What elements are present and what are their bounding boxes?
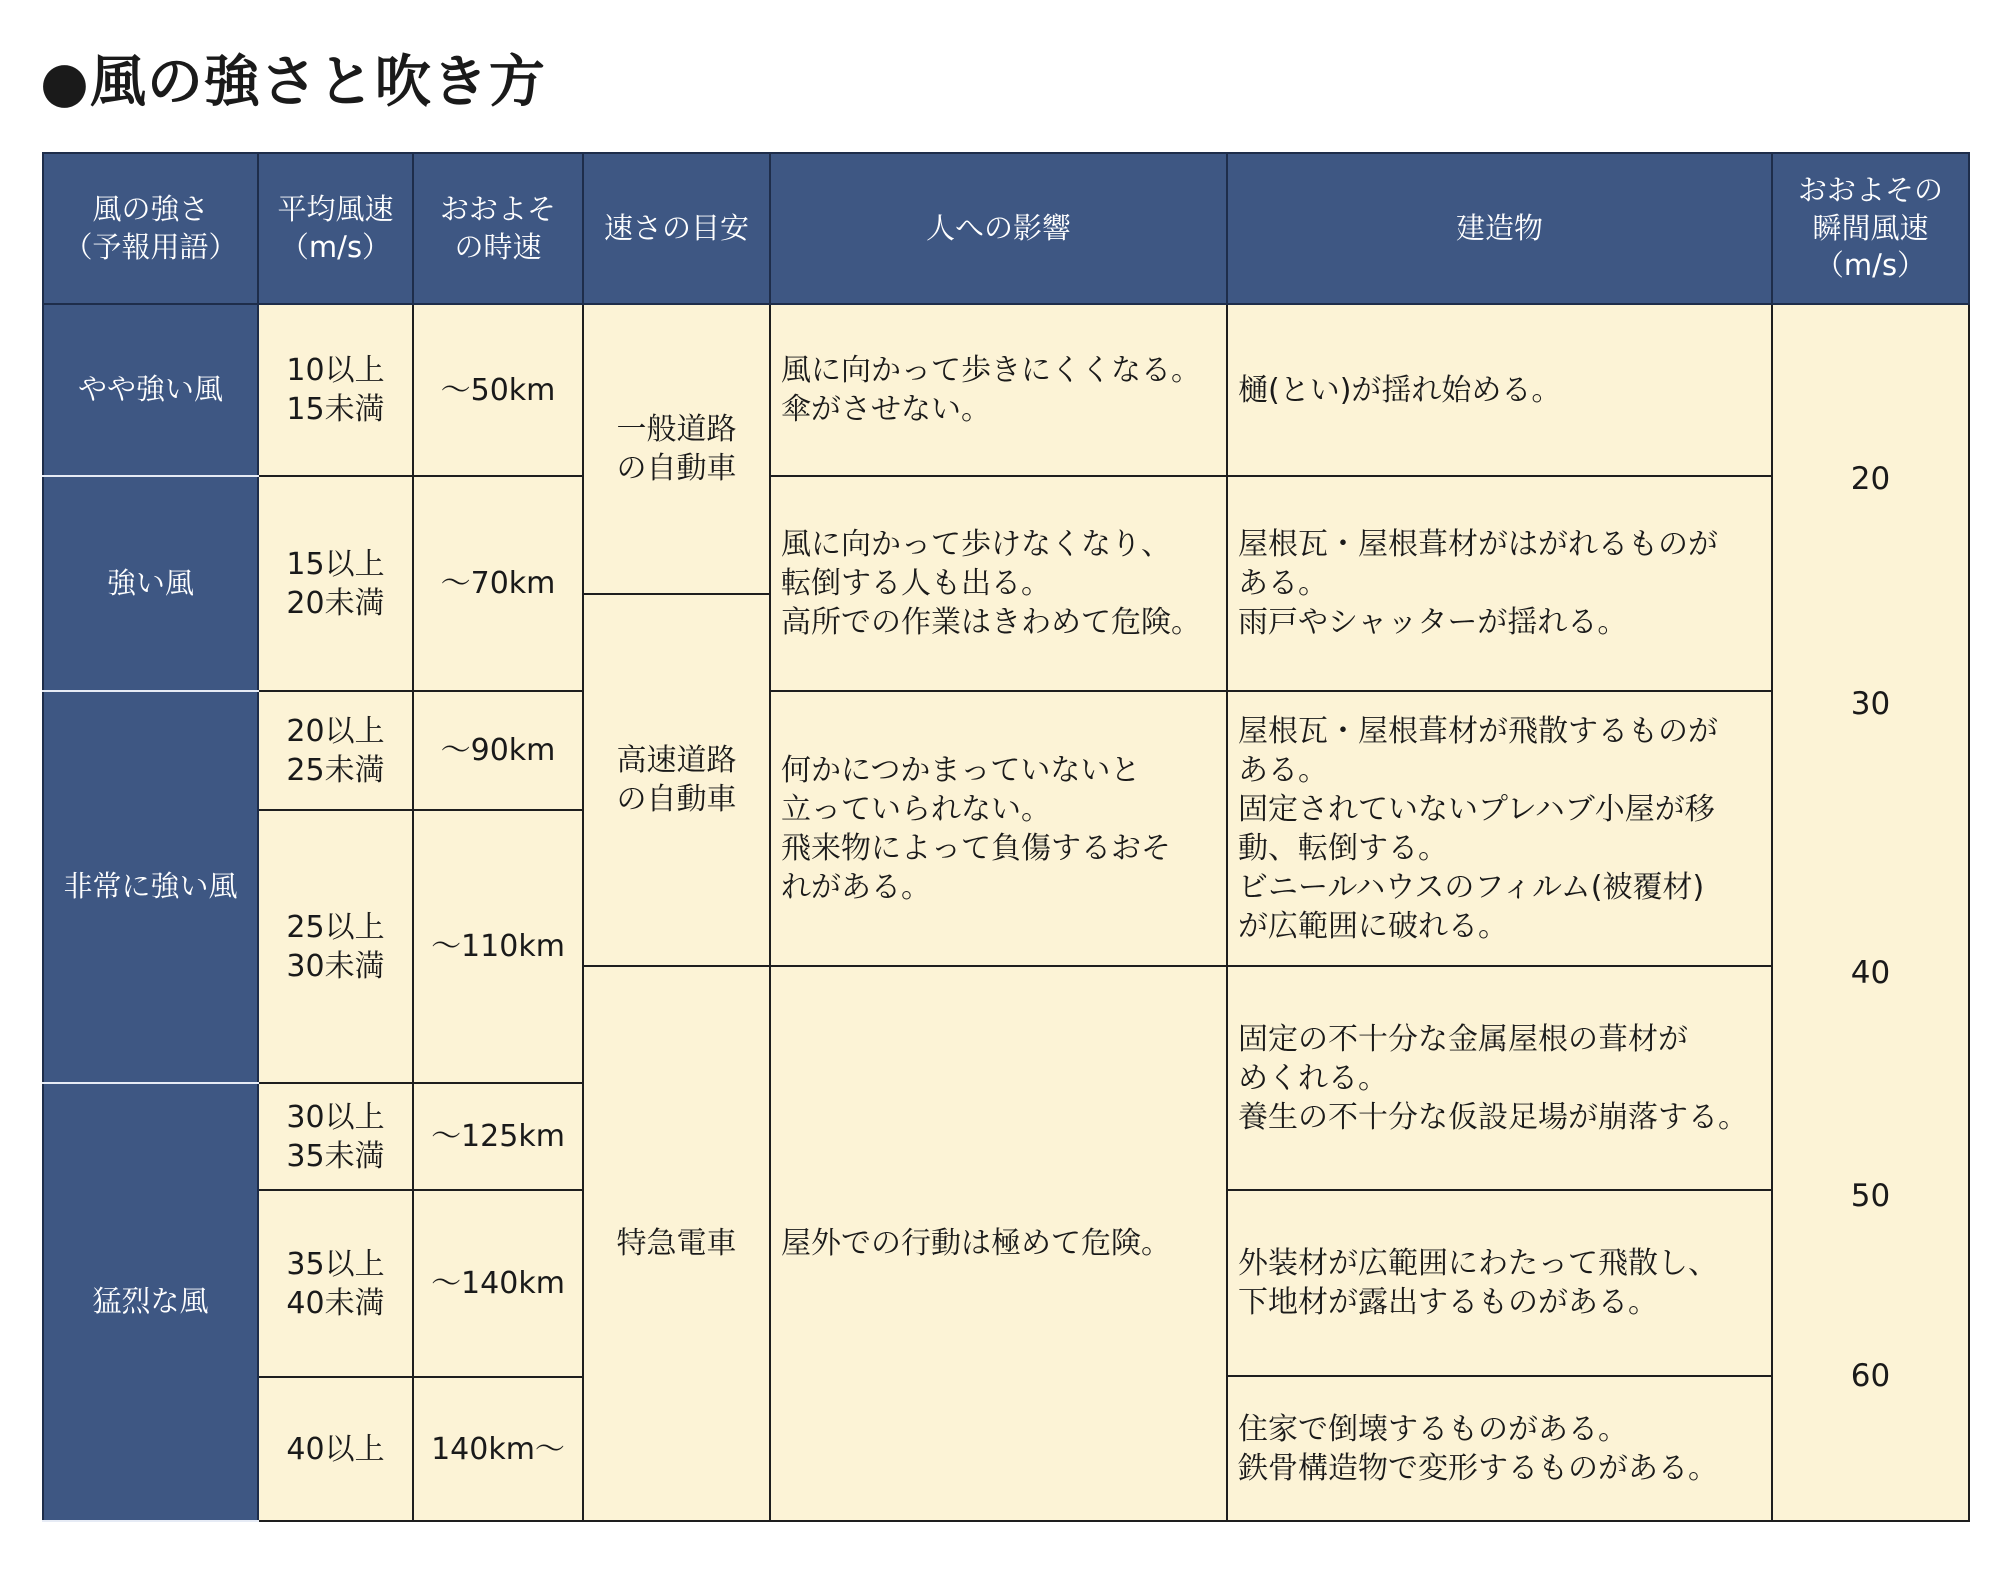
table-row	[43, 476, 1969, 594]
header-effect-on-people: 人への影響	[770, 153, 1227, 304]
page-title: ●風の強さと吹き方	[40, 50, 546, 115]
gust-speed-column	[1772, 304, 1969, 1521]
kmh-cell: 〜140km	[413, 1190, 583, 1377]
structure-effect-cell: 住家で倒壊するものがある。 鉄骨構造物で変形するものがある。	[1227, 1376, 1772, 1521]
kmh-cell: 140km〜	[413, 1377, 583, 1521]
gust-tick: 40	[1850, 954, 1891, 991]
speed-guide-cell: 特急電車	[583, 966, 770, 1521]
kmh-cell: 〜50km	[413, 304, 583, 476]
gust-tick: 60	[1850, 1357, 1891, 1394]
kmh-cell: 〜70km	[413, 476, 583, 691]
table-row	[43, 691, 1969, 810]
wind-level-cell: やや強い風	[43, 304, 258, 476]
avg-speed-cell: 30以上 35未満	[258, 1083, 413, 1190]
header-gust-speed: おおよその 瞬間風速 （m/s）	[1772, 153, 1969, 304]
wind-level-cell: 強い風	[43, 476, 258, 691]
structure-effect-cell: 屋根瓦・屋根葺材がはがれるものが ある。 雨戸やシャッターが揺れる。	[1227, 476, 1772, 691]
speed-guide-cell: 一般道路 の自動車	[583, 304, 770, 594]
structure-effect-cell: 固定の不十分な金属屋根の葺材が めくれる。 養生の不十分な仮設足場が崩落する。	[1227, 966, 1772, 1190]
table-row	[43, 304, 1969, 422]
gust-tick: 30	[1850, 685, 1891, 722]
kmh-cell: 〜110km	[413, 810, 583, 1083]
wind-level-cell: 非常に強い風	[43, 691, 258, 1083]
kmh-cell: 〜125km	[413, 1083, 583, 1190]
structure-effect-cell: 外装材が広範囲にわたって飛散し、 下地材が露出するものがある。	[1227, 1190, 1772, 1376]
structure-effect-cell: 屋根瓦・屋根葺材が飛散するものが ある。 固定されていないプレハブ小屋が移 動、転倒する。 ビニールハウスのフィルム(被覆材) が広範囲に破れる。	[1227, 691, 1772, 966]
avg-speed-cell: 25以上 30未満	[258, 810, 413, 1083]
avg-speed-cell: 20以上 25未満	[258, 691, 413, 810]
wind-strength-table	[42, 152, 1970, 1522]
avg-speed-cell: 10以上 15未満	[258, 304, 413, 476]
people-effect-cell: 風に向かって歩きにくくなる。 傘がさせない。	[770, 304, 1227, 476]
avg-speed-cell: 15以上 20未満	[258, 476, 413, 691]
header-structures: 建造物	[1227, 153, 1772, 304]
header-row	[43, 153, 1969, 304]
header-kmh: おおよそ の時速	[413, 153, 583, 304]
wind-level-cell: 猛烈な風	[43, 1083, 258, 1521]
header-avg-speed: 平均風速 （m/s）	[258, 153, 413, 304]
avg-speed-cell: 35以上 40未満	[258, 1190, 413, 1377]
kmh-cell: 〜90km	[413, 691, 583, 810]
avg-speed-cell: 40以上	[258, 1377, 413, 1521]
header-speed-guide: 速さの目安	[583, 153, 770, 304]
people-effect-cell: 屋外での行動は極めて危険。	[770, 966, 1227, 1521]
structure-effect-cell: 樋(とい)が揺れ始める。	[1227, 304, 1772, 476]
speed-guide-cell: 高速道路 の自動車	[583, 594, 770, 966]
people-effect-cell: 風に向かって歩けなくなり、 転倒する人も出る。 高所での作業はきわめて危険。	[770, 476, 1227, 691]
header-wind-level: 風の強さ （予報用語）	[43, 153, 258, 304]
gust-tick: 50	[1850, 1177, 1891, 1214]
people-effect-cell: 何かにつかまっていないと 立っていられない。 飛来物によって負傷するおそ れがある。	[770, 691, 1227, 966]
gust-tick: 20	[1850, 460, 1891, 497]
